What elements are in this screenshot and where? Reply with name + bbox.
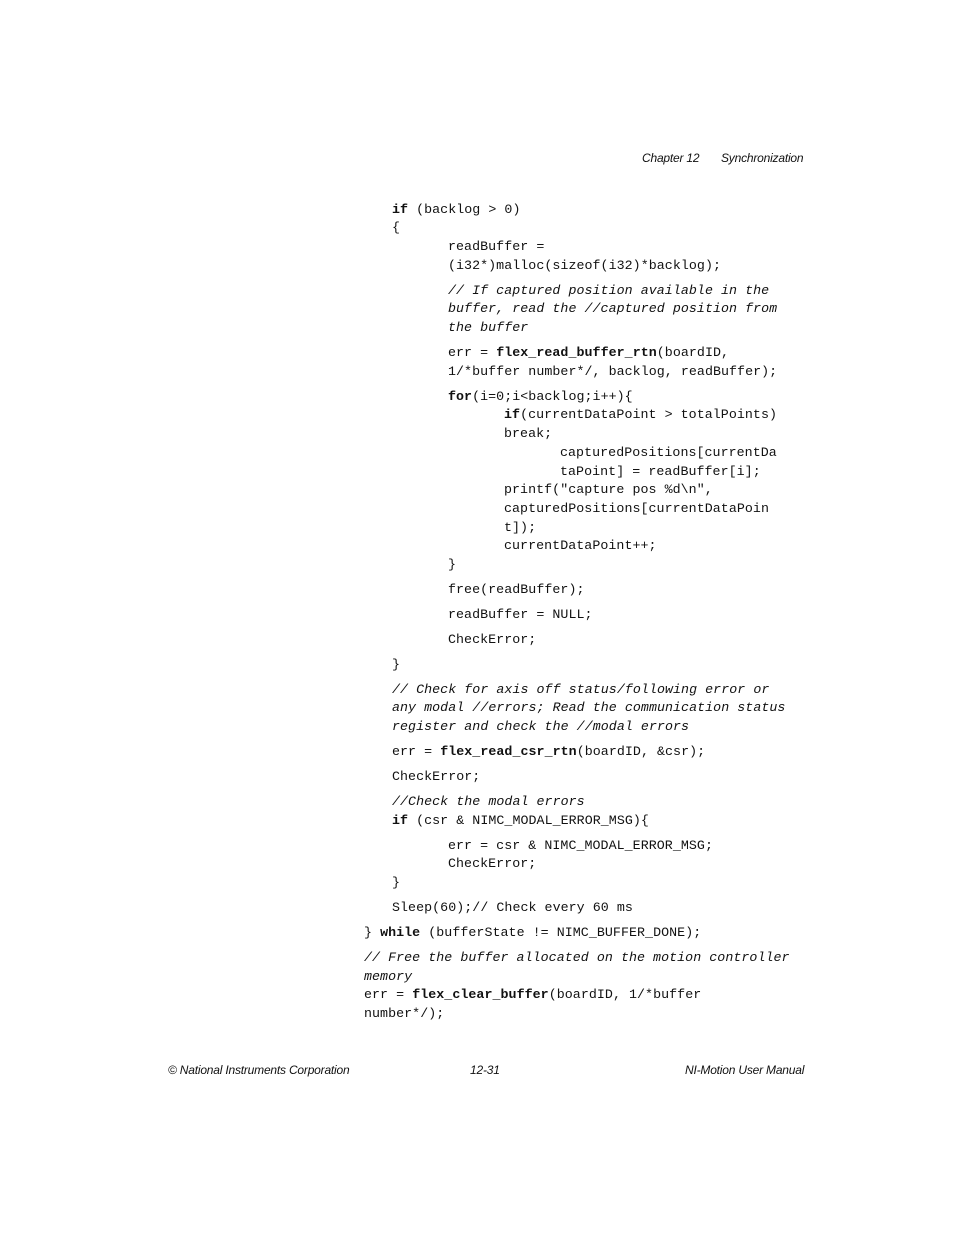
code-line bbox=[448, 345, 729, 361]
code-function-name: flex_clear_buffer bbox=[412, 987, 549, 1002]
code-line: } bbox=[448, 557, 457, 572]
code-function-name: flex_read_csr_rtn bbox=[440, 744, 577, 759]
code-line: break; bbox=[504, 426, 553, 441]
code-line bbox=[504, 407, 777, 423]
code-line: 1/*buffer number*/, backlog, readBuffer); bbox=[448, 364, 778, 379]
code-text: (backlog > 0) bbox=[408, 202, 521, 217]
code-text: err = bbox=[364, 987, 413, 1002]
code-text: (currentDataPoint > totalPoints) bbox=[520, 407, 778, 422]
code-text: (csr & NIMC_MODAL_ERROR_MSG){ bbox=[408, 813, 649, 828]
code-line: (i32*)malloc(sizeof(i32)*backlog); bbox=[448, 258, 722, 273]
code-line: { bbox=[392, 220, 401, 235]
code-line: } bbox=[392, 657, 401, 672]
code-comment: //Check the modal errors bbox=[392, 794, 585, 809]
code-comment: register and check the //modal errors bbox=[392, 719, 690, 734]
code-comment: any modal //errors; Read the communication status bbox=[392, 700, 786, 715]
code-text: (boardID, 1/*buffer bbox=[548, 987, 702, 1002]
code-line: CheckError; bbox=[448, 856, 537, 871]
code-text: (boardID, &csr); bbox=[576, 744, 706, 759]
code-line: free(readBuffer); bbox=[448, 582, 585, 597]
code-line bbox=[448, 389, 633, 405]
code-line: capturedPositions[currentDataPoin bbox=[504, 501, 769, 516]
running-header-section: Synchronization bbox=[721, 151, 804, 165]
code-keyword: while bbox=[380, 925, 421, 940]
code-line: err = csr & NIMC_MODAL_ERROR_MSG; bbox=[448, 838, 713, 853]
code-line: t]); bbox=[504, 520, 537, 535]
code-comment: the buffer bbox=[448, 320, 529, 335]
footer-page-number: 12-31 bbox=[470, 1063, 500, 1077]
code-line: CheckError; bbox=[392, 769, 481, 784]
code-comment: // Free the buffer allocated on the motion controller bbox=[364, 950, 790, 965]
code-line: } bbox=[392, 875, 401, 890]
code-line: readBuffer = bbox=[448, 239, 545, 254]
code-line bbox=[364, 987, 701, 1003]
code-comment: // Check for axis off status/following error or bbox=[392, 682, 770, 697]
code-text: (i=0;i<backlog;i++){ bbox=[472, 389, 633, 404]
code-line: Sleep(60);// Check every 60 ms bbox=[392, 900, 633, 915]
code-text: err = bbox=[392, 744, 441, 759]
code-line bbox=[392, 744, 705, 760]
code-keyword: if bbox=[504, 407, 521, 422]
code-line: currentDataPoint++; bbox=[504, 538, 657, 553]
footer-copyright: © National Instruments Corporation bbox=[168, 1063, 350, 1077]
code-line: readBuffer = NULL; bbox=[448, 607, 593, 622]
code-keyword: if bbox=[392, 202, 409, 217]
code-text: } bbox=[364, 925, 381, 940]
footer-manual-title: NI-Motion User Manual bbox=[685, 1063, 805, 1077]
code-line bbox=[392, 813, 649, 829]
code-line bbox=[364, 925, 701, 941]
code-keyword: for bbox=[448, 389, 473, 404]
code-text: (bufferState != NIMC_BUFFER_DONE); bbox=[420, 925, 702, 940]
code-keyword: if bbox=[392, 813, 409, 828]
code-comment: memory bbox=[364, 969, 413, 984]
code-text: err = bbox=[448, 345, 497, 360]
code-comment: // If captured position available in the bbox=[448, 283, 770, 298]
code-function-name: flex_read_buffer_rtn bbox=[496, 345, 657, 360]
code-line: CheckError; bbox=[448, 632, 537, 647]
code-line: printf("capture pos %d\n", bbox=[504, 482, 713, 497]
running-header-chapter: Chapter 12 bbox=[642, 151, 700, 165]
code-line: taPoint] = readBuffer[i]; bbox=[560, 464, 761, 479]
code-line bbox=[392, 202, 520, 218]
code-text: (boardID, bbox=[656, 345, 730, 360]
code-line: capturedPositions[currentDa bbox=[560, 445, 777, 460]
code-comment: buffer, read the //captured position from bbox=[448, 301, 778, 316]
code-line: number*/); bbox=[364, 1006, 445, 1021]
